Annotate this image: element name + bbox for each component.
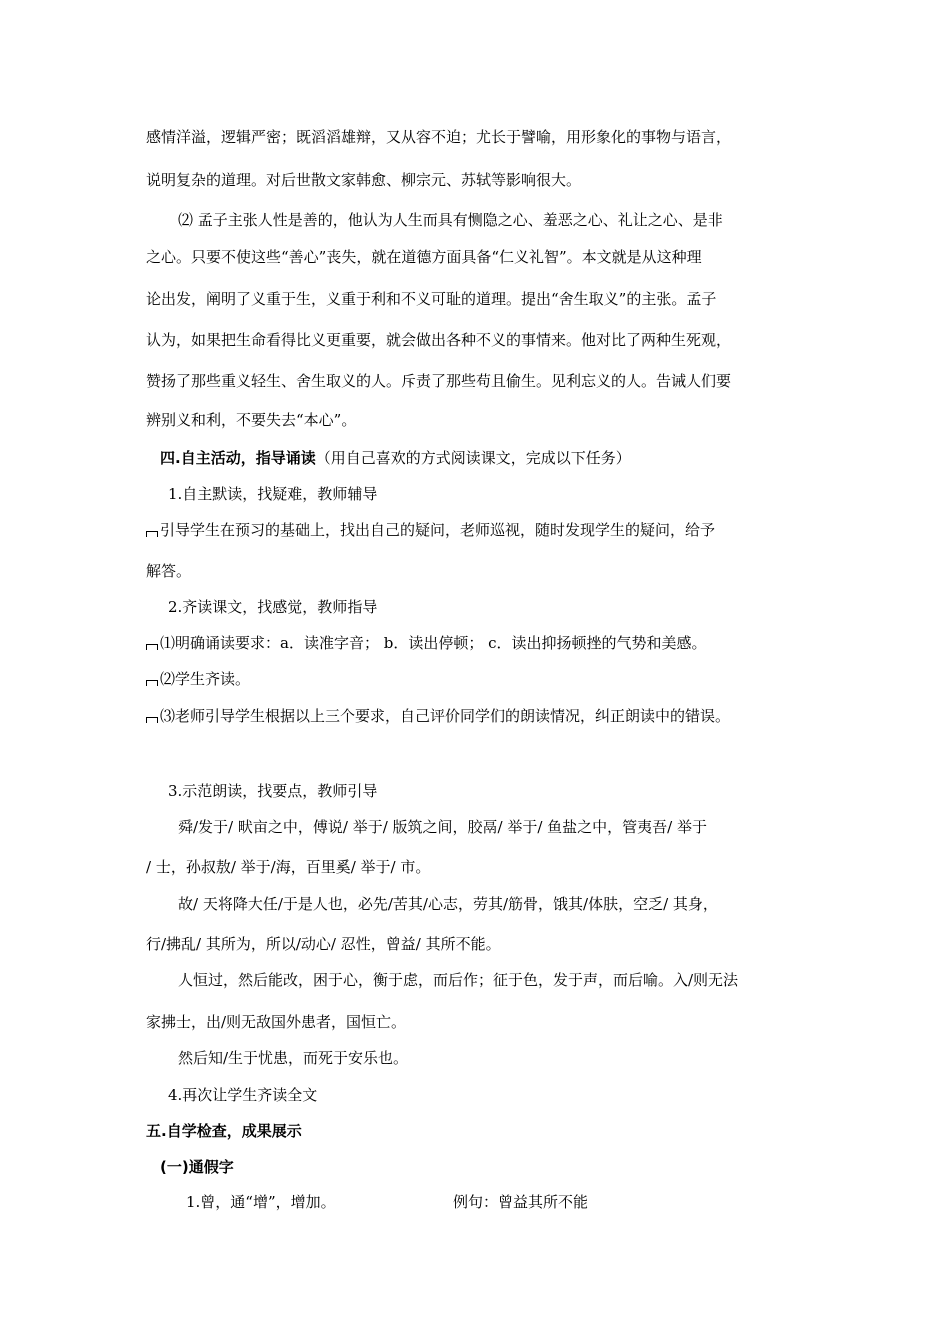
list-item bbox=[146, 633, 707, 653]
list-item: 2.齐读课文，找感觉，教师指导 bbox=[168, 598, 378, 616]
reading-line: 然后知/生于忧患，而死于安乐也。 bbox=[178, 1049, 409, 1067]
reading-line: 家拂士，出/则无敌国外患者，国恒亡。 bbox=[146, 1013, 407, 1031]
reading-line: 舜/发于/ 畎亩之中，傅说/ 举于/ 版筑之间，胶鬲/ 举于/ 鱼盐之中，管夷吾/ 举于 bbox=[178, 818, 707, 836]
list-item bbox=[146, 706, 730, 726]
reading-line: 故/ 天将降大任/于是人也，必先/苦其/心志，劳其/筋骨，饿其/体肤，空乏/ 其身， bbox=[178, 895, 718, 913]
reading-line: 行/拂乱/ 其所为，所以/动心/ 忍性，曾益/ 其所不能。 bbox=[146, 935, 501, 953]
section-note: （用自己喜欢的方式阅读课文，完成以下任务） bbox=[315, 449, 631, 467]
entry-term: 1.曾，通“增”，增加。 bbox=[186, 1193, 336, 1211]
list-item: 3.示范朗读，找要点，教师引导 bbox=[168, 782, 378, 800]
list-item-text: 引导学生在预习的基础上，找出自己的疑问，老师巡视，随时发现学生的疑问，给予 bbox=[160, 521, 716, 539]
subsection-title: (一)通假字 bbox=[160, 1158, 234, 1176]
list-item bbox=[146, 520, 715, 540]
edit-mark-icon bbox=[146, 680, 158, 686]
paragraph-line: 赞扬了那些重义轻生、舍生取义的人。斥责了那些苟且偷生。见利忘义的人。告诫人们要 bbox=[146, 372, 732, 390]
paragraph-line: ⑵ 孟子主张人性是善的，他认为人生而具有恻隐之心、羞恶之心、礼让之心、是非 bbox=[178, 211, 723, 229]
edit-mark-icon bbox=[146, 644, 158, 650]
section-title: 五.自学检查，成果展示 bbox=[146, 1122, 302, 1140]
list-item-text: ⑵学生齐读。 bbox=[160, 670, 251, 688]
list-item: 4.再次让学生齐读全文 bbox=[168, 1086, 318, 1104]
paragraph-line: 感情洋溢，逻辑严密；既滔滔雄辩，又从容不迫；尤长于譬喻，用形象化的事物与语言， bbox=[146, 128, 732, 146]
paragraph-line: 说明复杂的道理。对后世散文家韩愈、柳宗元、苏轼等影响很大。 bbox=[146, 171, 582, 189]
section-title: 四.自主活动，指导诵读 bbox=[160, 449, 316, 467]
entry-example: 例句：曾益其所不能 bbox=[453, 1193, 589, 1211]
paragraph-line: 论出发，阐明了义重于生，义重于利和不义可耻的道理。提出“舍生取义”的主张。孟子 bbox=[146, 290, 717, 308]
edit-mark-icon bbox=[146, 717, 158, 723]
paragraph-line: 之心。只要不使这些“善心”丧失，就在道德方面具备“仁义礼智”。本文就是从这种理 bbox=[146, 248, 702, 266]
paragraph-line: 认为，如果把生命看得比义更重要，就会做出各种不义的事情来。他对比了两种生死观， bbox=[146, 331, 732, 349]
list-item-text: ⑶老师引导学生根据以上三个要求，自己评价同学们的朗读情况，纠正朗读中的错误。 bbox=[160, 707, 731, 725]
list-item-text: ⑴明确诵读要求：a．读准字音； b．读出停顿； c．读出抑扬顿挫的气势和美感。 bbox=[160, 634, 707, 652]
section-heading bbox=[160, 448, 631, 468]
list-item: 解答。 bbox=[146, 562, 192, 580]
edit-mark-icon bbox=[146, 531, 158, 537]
reading-line: 人恒过，然后能改，困于心，衡于虑，而后作；征于色，发于声，而后喻。入/则无法 bbox=[178, 971, 739, 989]
paragraph-line: 辨别义和利，不要失去“本心”。 bbox=[146, 411, 357, 429]
list-item bbox=[146, 669, 250, 689]
reading-line: / 士，孙叔敖/ 举于/海，百里奚/ 举于/ 市。 bbox=[146, 858, 431, 876]
list-item: 1.自主默读，找疑难，教师辅导 bbox=[168, 485, 378, 503]
